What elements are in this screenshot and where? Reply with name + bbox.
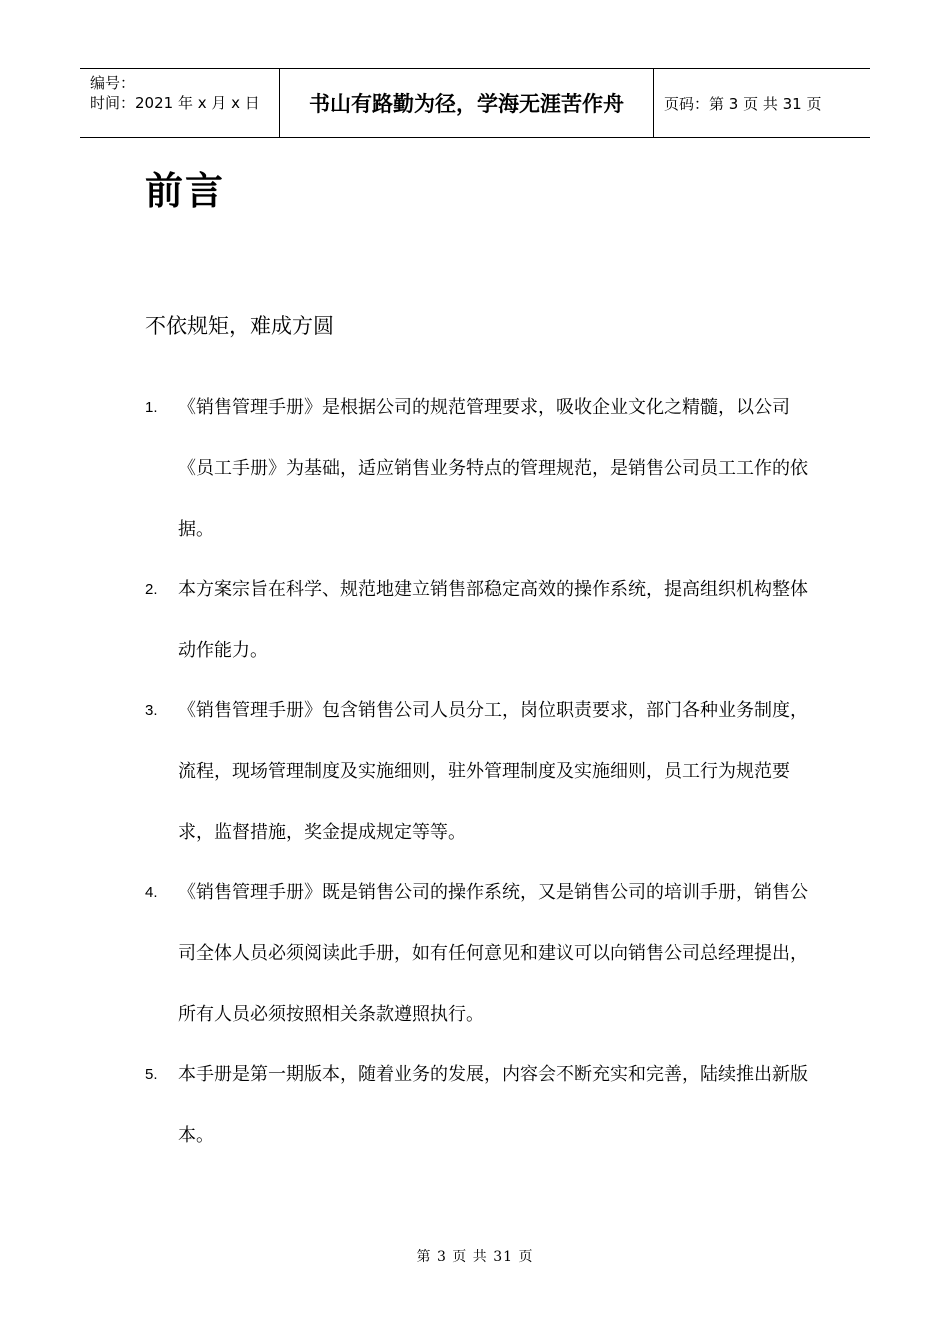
page-header [80, 68, 870, 138]
header-page-label: 页码：第 3 页 共 31 页 [664, 94, 822, 113]
list-item [145, 377, 825, 560]
header-motto: 书山有路勤为径，学海无涯苦作舟 [280, 69, 654, 137]
page-subtitle: 不依规矩，难成方圆 [145, 314, 334, 338]
list-item-text: 《销售管理手册》既是销售公司的操作系统，又是销售公司的培训手册，销售公司全体人员必须阅读此手册，如有任何意见和建议可以向销售公司总经理提出，所有人员必须按照相关条款遵照执行。 [178, 882, 808, 1025]
list-item-number: 4. [145, 884, 158, 901]
list-item-number: 2. [145, 581, 158, 598]
list-item-text: 《销售管理手册》是根据公司的规范管理要求，吸收企业文化之精髓，以公司《员工手册》为基础，适应销售业务特点的管理规范，是销售公司员工工作的依据。 [178, 397, 808, 540]
header-meta [80, 69, 280, 137]
list-item-text: 本方案宗旨在科学、规范地建立销售部稳定高效的操作系统，提高组织机构整体动作能力。 [178, 579, 808, 661]
preface-list [145, 378, 825, 1166]
document-date-label: 时间：2021 年 x 月 x 日 [90, 94, 260, 112]
list-item-text: 本手册是第一期版本，随着业务的发展，内容会不断充实和完善，陆续推出新版本。 [178, 1064, 808, 1146]
list-item [145, 680, 825, 863]
list-item-text: 《销售管理手册》包含销售公司人员分工，岗位职责要求，部门各种业务制度，流程，现场管理制度及实施细则，驻外管理制度及实施细则，员工行为规范要求，监督措施，奖金提成规定等等。 [178, 700, 808, 843]
document-number-label: 编号： [90, 74, 136, 92]
page-footer: 第 3 页 共 31 页 [416, 1249, 534, 1265]
list-item [145, 559, 825, 681]
list-item [145, 862, 825, 1045]
page-title: 前言 [145, 169, 226, 213]
list-item-number: 5. [145, 1066, 158, 1083]
list-item [145, 1044, 825, 1166]
list-item-number: 1. [145, 399, 158, 416]
list-item-number: 3. [145, 702, 158, 719]
